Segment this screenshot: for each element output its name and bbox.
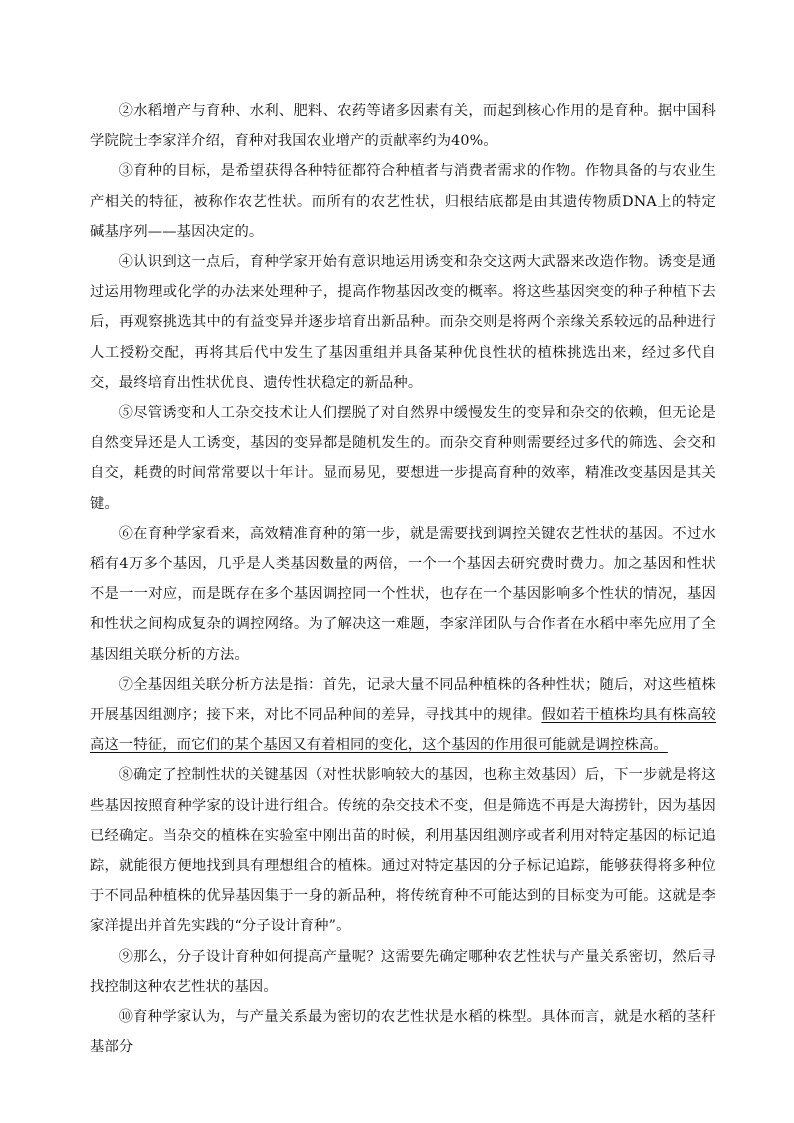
paragraph-5: ⑤尽管诱变和人工杂交技术让人们摆脱了对自然界中缓慢发生的变异和杂交的依赖，但无论是自然变异还是人工诱变，基因的变异都是随机发生的。而杂交育种则需要经过多代的筛选、会交和自交，耗费的时间常常要以十年计。显而易见，要想进一步提高育种的效率，精准改变基因是其关键。: [90, 405, 716, 512]
paragraph-2: ②水稻增产与育种、水利、肥料、农药等诸多因素有关，而起到核心作用的是育种。据中国科学院院士李家洋介绍，育种对我国农业增产的贡献率约为40%。: [90, 103, 716, 150]
paragraph-4: ④认识到这一点后，育种学家开始有意识地运用诱变和杂交这两大武器来改造作物。诱变是通过运用物理或化学的办法来处理种子，提高作物基因改变的概率。将这些基因突变的种子种植下去后，再观察挑选其中的有益变异并逐步培育出新品种。而杂交则是将两个亲缘关系较远的品种进行人工授粉交配，再将其后代中发生了基因重组并具备某种优良性状的植株挑选出来，经过多代自交，最终培育出性状优良、遗传性状稳定的新品种。: [90, 254, 716, 391]
document-page: [90, 96, 716, 1063]
paragraph-6: ⑥在育种学家看来，高效精准育种的第一步，就是需要找到调控关键农艺性状的基因。不过水稻有4万多个基因，几乎是人类基因数量的两倍，一个一个基因去研究费时费力。加之基因和性状不是一一对应，而是既存在多个基因调控同一个性状，也存在一个基因影响多个性状的情况，基因和性状之间构成复杂的调控网络。为了解决这一难题，李家洋团队与合作者在水稻中率先应用了全基因组关联分析的方法。: [90, 525, 716, 663]
underlined-sentence: 假如若干植株均具有株高较高这一特征，而它们的某个基因又有着相同的变化，这个基因的作用很可能就是调控株高。: [90, 707, 716, 754]
paragraph-7: ⑦全基因组关联分析方法是指：首先，记录大量不同品种植株的各种性状；随后，对这些植株开展基因组测序；接下来，对比不同品种间的差异，寻找其中的规律。假如若干植株均具有株高较高这一特征，而它们的某个基因又有着相同的变化，这个基因的作用很可能就是调控株高。: [90, 676, 716, 754]
paragraph-10: ⑩育种学家认为，与产量关系最为密切的农艺性状是水稻的株型。具体而言，就是水稻的茎秆基部分: [90, 1009, 716, 1056]
paragraph-3: ③育种的目标，是希望获得各种特征都符合种植者与消费者需求的作物。作物具备的与农业生产相关的特征，被称作农艺性状。而所有的农艺性状，归根结底都是由其遗传物质DNA上的特定碱基序列——基因决定的。: [90, 163, 716, 240]
paragraph-9: ⑨那么，分子设计育种如何提高产量呢？这需要先确定哪种农艺性状与产量关系密切，然后寻找控制这种农艺性状的基因。: [90, 948, 716, 995]
paragraph-8: ⑧确定了控制性状的关键基因（对性状影响较大的基因，也称主效基因）后，下一步就是将这些基因按照育种学家的设计进行组合。传统的杂交技术不变，但是筛选不再是大海捞针，因为基因已经确定。当杂交的植株在实验室中刚出苗的时候，利用基因组测序或者利用对特定基因的标记追踪，就能很方便地找到具有理想组合的植株。通过对特定基因的分子标记追踪，能够获得将多种位于不同品种植株的优异基因集于一身的新品种，将传统育种不可能达到的目标变为可能。这就是李家洋提出并首先实践的“分子设计育种”。: [90, 767, 716, 935]
